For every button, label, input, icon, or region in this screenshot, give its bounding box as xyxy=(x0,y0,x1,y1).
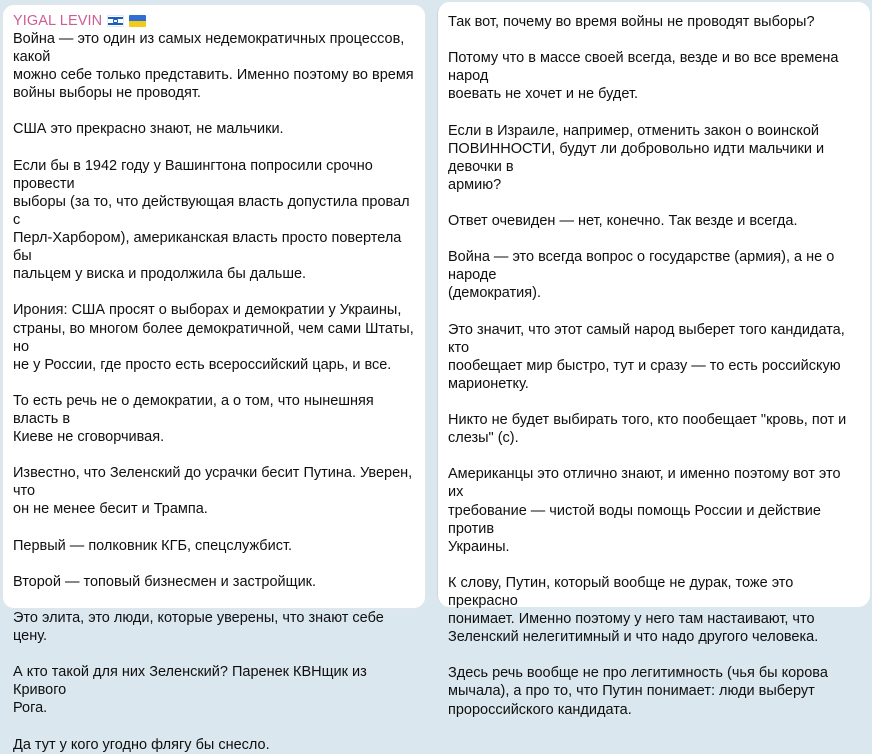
message-text xyxy=(13,30,425,754)
message-paragraph: А кто такой для них Зеленский? Паренек КВНщик из Кривого Рога. xyxy=(13,664,367,717)
message-bubble-right xyxy=(437,2,870,718)
message-paragraph: Ответ очевиден — нет, конечно. Так везде и всегда. xyxy=(448,213,798,230)
ukraine-flag-icon xyxy=(129,15,146,27)
message-paragraph: Американцы это отлично знают, и именно поэтому вот это их требование — чистой воды помощь России и действие против Украины. xyxy=(448,466,841,555)
message-paragraph: Никто не будет выбирать того, кто пообещает "кровь, пот и слезы" (с). xyxy=(448,412,847,447)
message-bubble-left xyxy=(2,4,426,753)
message-paragraph: Так вот, почему во время войны не проводят выборы? xyxy=(448,14,815,30)
message-header xyxy=(13,12,425,30)
message-paragraph: Это значит, что этот самый народ выберет того кандидата, кто пообещает мир быстро, тут и сразу — то есть российскую марионетку. xyxy=(448,321,845,392)
message-paragraph: Известно, что Зеленский до усрачки бесит Путина. Уверен, что он не менее бесит и Трампа. xyxy=(13,465,413,518)
message-paragraph: К слову, Путин, который вообще не дурак, тоже это прекрасно понимает. Именно поэтому у него там настаивают, что Зеленский нелегитимный и что надо другого человека. xyxy=(448,574,819,646)
israel-flag-icon xyxy=(107,15,124,27)
message-paragraph: Война — это всегда вопрос о государстве (армия), а не о народе (демократия). xyxy=(448,249,835,302)
message-paragraph: Ирония: США просят о выборах и демократии у Украины, страны, во многом более демократичной, чем сами Штаты, но не у России, где просто есть всероссийский царь, и все. xyxy=(13,302,414,373)
message-paragraph: Да тут у кого угодно флягу бы снесло. xyxy=(13,736,270,753)
sender-name[interactable]: YIGAL LEVIN xyxy=(13,13,103,29)
message-paragraph: Потому что в массе своей всегда, везде и во все времена народ воевать не хочет и не будет. xyxy=(448,50,839,103)
message-paragraph: Если бы в 1942 году у Вашингтона попросили срочно провести выборы (за то, что действующая власть допустила провал с Перл-Харбором), американская власть просто повертела бы пальцем у виска и продолжила бы дальше. xyxy=(13,157,410,283)
message-paragraph: Если в Израиле, например, отменить закон о воинской ПОВИННОСТИ, будут ли добровольно идти мальчики и девочки в армию? xyxy=(448,122,825,193)
message-paragraph: Война — это один из самых недемократичных процессов, какой можно себе только представить. Именно поэтому во время войны выборы не проводят. xyxy=(13,31,414,102)
message-paragraph: Первый — полковник КГБ, спецслужбист. xyxy=(13,537,293,554)
message-paragraph: США это прекрасно знают, не мальчики. xyxy=(13,121,284,138)
message-paragraph: Это элита, это люди, которые уверены, что знают себе цену. xyxy=(13,610,384,645)
message-paragraph: То есть речь не о демократии, а о том, что нынешняя власть в Киеве не сговорчивая. xyxy=(13,392,374,446)
message-text xyxy=(448,13,870,719)
message-paragraph: Второй — топовый бизнесмен и застройщик. xyxy=(13,573,317,590)
message-paragraph: Здесь речь вообще не про легитимность (чья бы корова мычала), а про то, что Путин понимает: люди выберут пророссийского кандидата. xyxy=(448,665,828,718)
